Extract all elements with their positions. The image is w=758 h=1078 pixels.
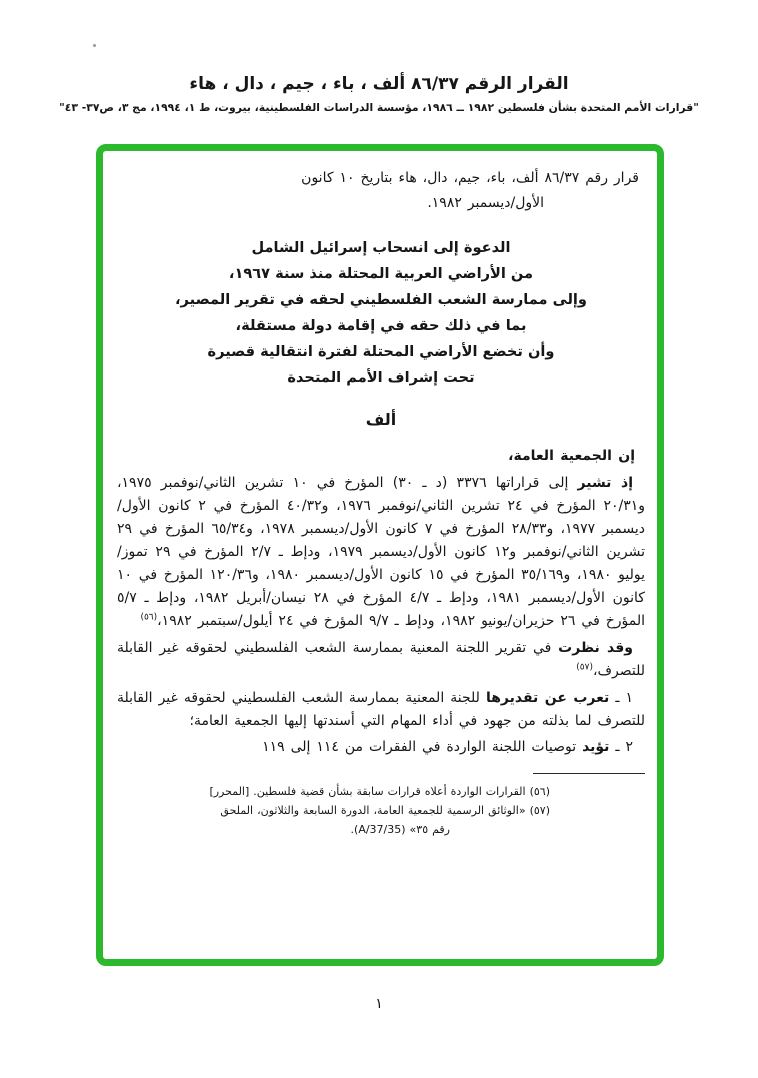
paragraph-text: في تقرير اللجنة المعنية بممارسة الشعب الفلسطيني لحقوقه غير القابلة للتصرف، <box>117 639 645 679</box>
section-letter-alef: ألف <box>365 409 397 429</box>
heading-line: من الأراضي العربية المحتلة منذ سنة ١٩٦٧، <box>228 264 534 282</box>
preamble-recalling-paragraph <box>117 472 645 633</box>
footnotes-section <box>129 773 645 839</box>
highlight-border-box <box>96 144 664 966</box>
source-citation: "قرارات الأمم المتحدة بشأن فلسطين ١٩٨٢ ــ ١٩٨٦، مؤسسة الدراسات الفلسطينية، بيروت، ط ١، ١٩٩٤، مج ٣، ص٣٧- ٤٣" <box>59 101 699 114</box>
heading-line: تحت إشراف الأمم المتحدة <box>287 368 475 386</box>
page-header <box>0 74 758 114</box>
footnote-marker: (٥٦) <box>529 785 550 799</box>
heading-line: بما في ذلك حقه في إقامة دولة مستقلة، <box>235 316 527 334</box>
footnote-ref-56: (٥٦) <box>140 612 158 623</box>
paragraph-lead: وقد نظرت <box>558 639 633 656</box>
footnote-marker: (٥٧) <box>529 804 550 818</box>
paragraph-text: إلى قراراتها ٣٣٧٦ (د ـ ٣٠) المؤرخ في ١٠ تشرين الثاني/نوفمبر ١٩٧٥، و٢٠/٣١ المؤرخ في ٢٤ تشرين الثاني/نوفمبر ١٩٧٦، و٤٠/٣٢ المؤرخ في ٢ كانون الأول/ديسمبر ١٩٧٧، و٢٨/٣٣ المؤرخ في ٧ كانون الأول/ديسمبر ١٩٧٨، و٦٥/٣٤ المؤرخ في ٢٩ تشرين الثاني/نوفمبر و١٢ كانون الأول/ديسمبر ١٩٧٩، ودإط ـ ٢/٧ المؤرخ في ٢٩ تموز/يوليو ١٩٨٠، و٣٥/١٦٩ المؤرخ في ١٥ كانون الأول/ديسمبر ١٩٨٠، و١٢٠/٣٦ المؤرخ في ١٠ كانون الأول/ديسمبر ١٩٨١، ودإط ـ ٤/٧ المؤرخ في ٢٨ نيسان/أبريل ١٩٨٢، ودإط ـ ٥/٧ المؤرخ في ٢٦ حزيران/يونيو ١٩٨٢، ودإط ـ ٩/٧ المؤرخ في ٢٤ أيلول/سبتمبر ١٩٨٢، <box>117 475 646 629</box>
heading-line: الدعوة إلى انسحاب إسرائيل الشامل <box>251 239 511 256</box>
page-title: القرار الرقم ٨٦/٣٧ ألف ، باء ، جيم ، دال ، هاء <box>189 74 569 94</box>
footnote-text: القرارات الواردة أعلاه قرارات سابقة بشأن قضية فلسطين. [المحرر] <box>209 785 530 799</box>
footnote-text: «الوثائق الرسمية للجمعية العامة، الدورة السابعة والثلاثون، الملحق <box>220 804 530 818</box>
heading-line: وأن تخضع الأراضي المحتلة لفترة انتقالية قصيرة <box>207 342 555 360</box>
item-number: ١ ـ <box>609 689 633 706</box>
operative-item-1 <box>117 687 645 733</box>
footnote-separator-rule <box>533 773 645 774</box>
item-text: توصيات اللجنة الواردة في الفقرات من ١١٤ إلى ١١٩ <box>262 739 583 756</box>
preamble-opening: إن الجمعية العامة، <box>508 448 635 465</box>
intro-line-2: الأول/ديسمبر ١٩٨٢. <box>427 194 544 211</box>
footnotes-block <box>129 783 550 839</box>
preamble-considered-paragraph <box>117 637 645 683</box>
page-number: ١ <box>375 996 383 1012</box>
resolution-heading <box>117 235 645 391</box>
heading-line: وإلى ممارسة الشعب الفلسطيني لحقه في تقرير المصير، <box>174 290 587 308</box>
operative-item-2 <box>117 736 645 759</box>
paragraph-lead: إذ تشير <box>577 475 634 491</box>
footnote-57 <box>129 802 550 839</box>
footnote-56 <box>129 783 550 802</box>
intro-line-1: قرار رقم ٨٦/٣٧ ألف، باء، جيم، دال، هاء بتاريخ ١٠ كانون <box>301 170 639 186</box>
resolution-intro <box>117 166 639 215</box>
footnote-text-line-2: رقم ٣٥» (A/37/35). <box>350 822 450 836</box>
resolution-content <box>103 151 657 840</box>
item-number: ٢ ـ <box>609 739 633 756</box>
item-lead: تؤيد <box>582 739 610 756</box>
item-text: للجنة المعنية بممارسة الشعب الفلسطيني لحقوقه غير القابلة للتصرف لما بذلته من جهود في أداء المهام التي أسندتها إليها الجمعية العامة؛ <box>117 689 645 729</box>
scan-speck-dot <box>93 44 96 47</box>
item-lead: تعرب عن تقديرها <box>485 689 610 706</box>
footnote-ref-57: (٥٧) <box>576 661 593 672</box>
